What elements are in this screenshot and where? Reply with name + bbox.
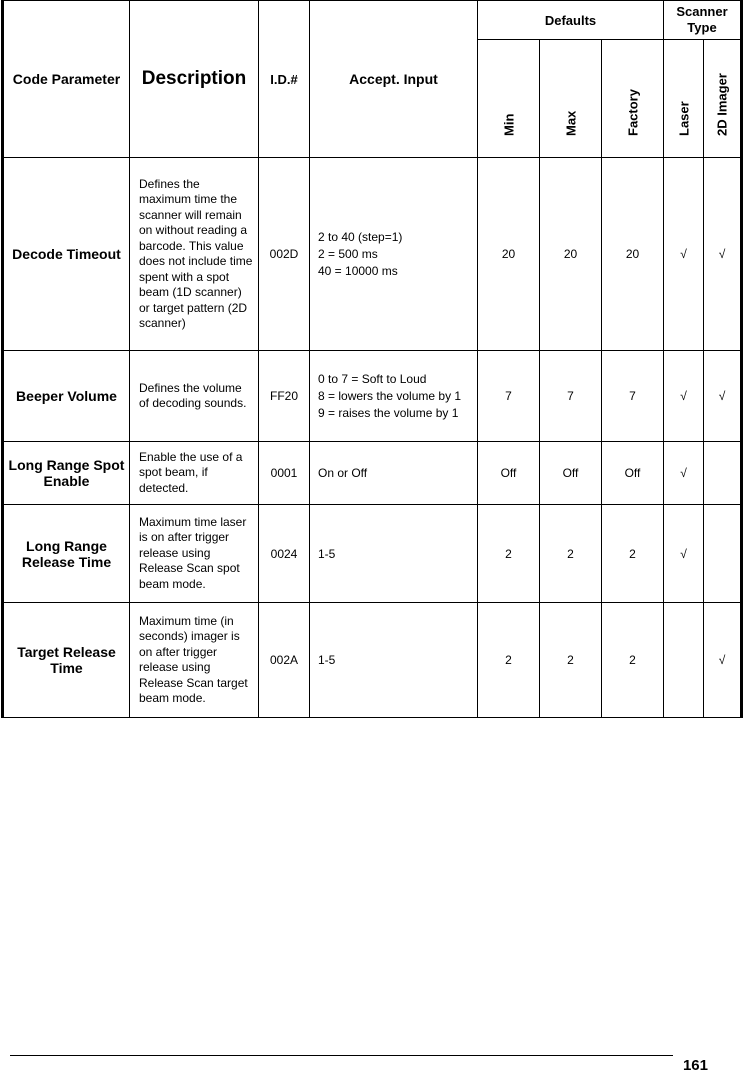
row-max: 2 — [540, 603, 602, 718]
row-min: Off — [478, 442, 540, 505]
table-row — [3, 505, 742, 603]
row-max: 2 — [540, 505, 602, 603]
header-max — [540, 40, 602, 158]
row-min: 7 — [478, 351, 540, 442]
row-id: FF20 — [259, 351, 310, 442]
table-row — [3, 158, 742, 351]
header-description: Description — [130, 1, 259, 158]
row-laser-check: √ — [664, 505, 704, 603]
row-imager-check: √ — [704, 351, 742, 442]
header-id: I.D.# — [259, 1, 310, 158]
row-accept — [310, 505, 478, 603]
row-factory: 7 — [602, 351, 664, 442]
accept-line: 2 = 500 ms — [318, 247, 378, 261]
row-min: 2 — [478, 505, 540, 603]
row-description: Enable the use of a spot beam, if detected. — [130, 442, 259, 505]
header-laser-label: Laser — [676, 101, 691, 136]
row-max: 7 — [540, 351, 602, 442]
row-imager-check — [704, 505, 742, 603]
accept-line: 40 = 10000 ms — [318, 264, 398, 278]
footer-divider — [10, 1055, 673, 1056]
row-factory: Off — [602, 442, 664, 505]
header-accept-input: Accept. Input — [310, 1, 478, 158]
row-imager-check: √ — [704, 603, 742, 718]
row-max: Off — [540, 442, 602, 505]
row-accept — [310, 442, 478, 505]
header-min-label: Min — [501, 113, 516, 136]
row-accept — [310, 158, 478, 351]
row-factory: 20 — [602, 158, 664, 351]
accept-line: 9 = raises the volume by 1 — [318, 406, 459, 420]
row-id: 002A — [259, 603, 310, 718]
row-imager-check — [704, 442, 742, 505]
row-min: 2 — [478, 603, 540, 718]
row-factory: 2 — [602, 505, 664, 603]
row-accept — [310, 603, 478, 718]
row-laser-check: √ — [664, 158, 704, 351]
row-code: Long Range Spot Enable — [3, 442, 130, 505]
header-factory — [602, 40, 664, 158]
row-id: 0024 — [259, 505, 310, 603]
row-imager-check: √ — [704, 158, 742, 351]
row-factory: 2 — [602, 603, 664, 718]
header-scanner-type: Scanner Type — [664, 1, 742, 40]
table-row — [3, 603, 742, 718]
row-id: 0001 — [259, 442, 310, 505]
header-imager-label: 2D Imager — [714, 73, 730, 136]
row-code: Decode Timeout — [3, 158, 130, 351]
row-code: Target Release Time — [3, 603, 130, 718]
header-imager — [704, 40, 742, 158]
accept-line: 2 to 40 (step=1) — [318, 230, 403, 244]
row-code: Long Range Release Time — [3, 505, 130, 603]
header-row-1 — [3, 1, 742, 40]
header-defaults: Defaults — [478, 1, 664, 40]
header-min — [478, 40, 540, 158]
accept-line: On or Off — [318, 466, 368, 480]
row-description: Defines the maximum time the scanner will remain on without reading a barcode. This value does not include time spent with a spot beam (1D scanner) or target pattern (2D scanner) — [130, 158, 259, 351]
row-accept — [310, 351, 478, 442]
row-description: Defines the volume of decoding sounds. — [130, 351, 259, 442]
header-laser — [664, 40, 704, 158]
row-code: Beeper Volume — [3, 351, 130, 442]
row-max: 20 — [540, 158, 602, 351]
row-description: Maximum time laser is on after trigger release using Release Scan spot beam mode. — [130, 505, 259, 603]
header-factory-label: Factory — [625, 89, 640, 136]
accept-line: 1-5 — [318, 546, 336, 561]
header-code-parameter: Code Parameter — [3, 1, 130, 158]
table-row — [3, 351, 742, 442]
row-laser-check — [664, 603, 704, 718]
table-row — [3, 442, 742, 505]
header-max-label: Max — [563, 110, 578, 136]
row-laser-check: √ — [664, 442, 704, 505]
page-number: 161 — [682, 1057, 708, 1074]
accept-line: 0 to 7 = Soft to Loud — [318, 372, 427, 386]
row-id: 002D — [259, 158, 310, 351]
parameter-table — [1, 0, 743, 718]
row-description: Maximum time (in seconds) imager is on after trigger release using Release Scan target beam mode. — [130, 603, 259, 718]
row-min: 20 — [478, 158, 540, 351]
row-laser-check: √ — [664, 351, 704, 442]
accept-line: 8 = lowers the volume by 1 — [318, 389, 462, 403]
accept-line: 1-5 — [318, 653, 336, 667]
